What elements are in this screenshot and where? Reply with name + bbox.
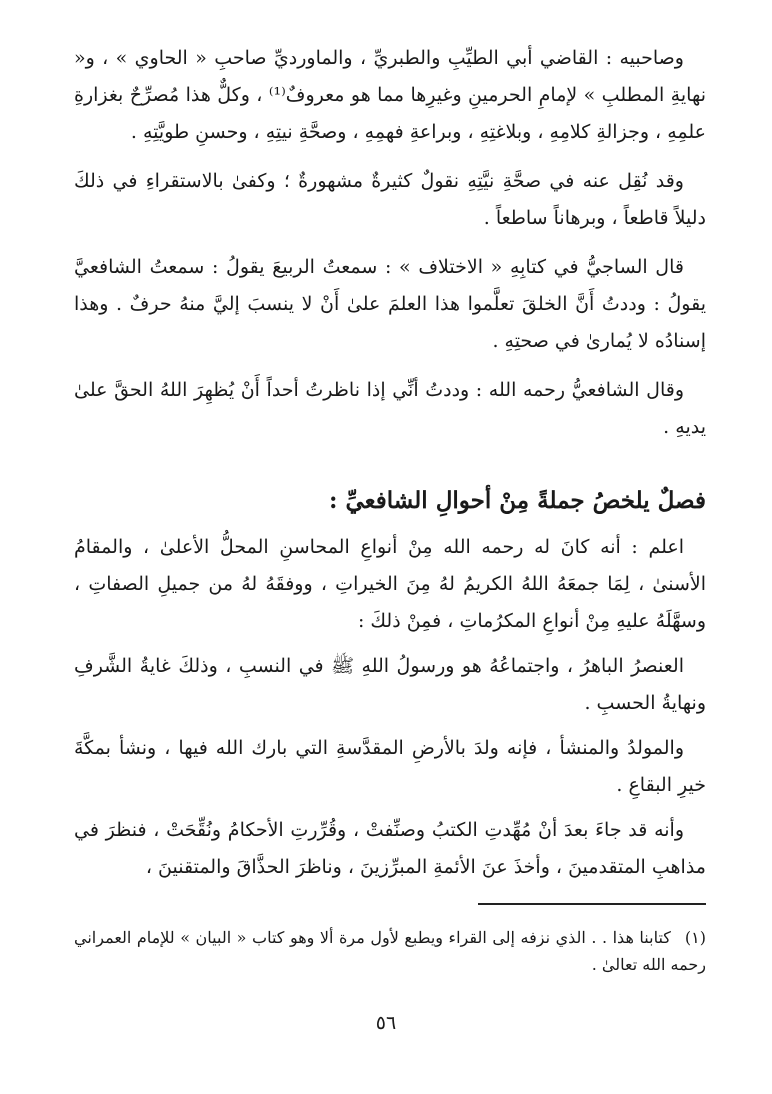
footnote-text: كتابنا هذا . . الذي نزفه إلى القراء ويطبع لأول مرة ألا وهو كتاب « البيان » للإمام العمراني رحمه الله تعالىٰ .	[74, 928, 706, 974]
paragraph-2: وقد نُقِل عنه في صحَّةِ نيَّتِهِ نقولٌ كثيرةٌ مشهورةٌ ؛ وكفىٰ بالاستقراءِ في ذلكَ دليلاً قاطعاً ، وبرهاناً ساطعاً .	[74, 170, 706, 229]
footnote	[74, 924, 706, 978]
section-paragraph-2: العنصرُ الباهرُ ، واجتماعُهُ هو ورسولُ اللهِ ﷺ في النسبِ ، وذلكَ غايةُ الشَّرفِ ونهايةُ الحسبِ .	[74, 655, 706, 714]
paragraph-4: وقال الشافعيُّ رحمه الله : وددتُ أنِّي إذا ناظرتُ أحداً أَنْ يُظهِرَ اللهُ الحقَّ علىٰ يديهِ .	[74, 379, 706, 438]
paragraph-1: وصاحبيه : القاضي أبي الطيِّبِ والطبريِّ ، والماورديِّ صاحبِ « الحاوي » ، و« نهايةِ المطلبِ » لإمامِ الحرمينِ وغيرِها مما هو معروفٌ⁽¹⁾ ، وكلٌّ هذا مُصرِّحٌ بغزارةِ علمِهِ ، وجزالةِ كلامِهِ ، وبلاغتِهِ ، وبراعةِ فهمِهِ ، وصحَّةِ نيتِهِ ، وحسنِ طويَّتِهِ .	[74, 47, 706, 143]
page-number: ٥٦	[375, 1012, 397, 1034]
footnote-divider	[478, 903, 706, 905]
section-paragraph-1: اعلم : أنه كانَ له رحمه الله مِنْ أنواعِ المحاسنِ المحلُّ الأعلىٰ ، والمقامُ الأسنىٰ ، لِمَا جمعَهُ اللهُ الكريمُ لهُ مِنَ الخيراتِ ، ووفقَهُ لهُ من جميلِ الصفاتِ ، وسهَّلَهُ عليهِ مِنْ أنواعِ المكرُماتِ ، فمِنْ ذلكَ :	[74, 536, 706, 632]
section-heading: فصلٌ يلخصُ جملةً مِنْ أحوالِ الشافعيِّ :	[329, 487, 706, 514]
section-paragraph-3: والمولدُ والمنشأ ، فإنه ولدَ بالأرضِ المقدَّسةِ التي بارك الله فيها ، ونشأ بمكَّةَ خيرِ البقاعِ .	[74, 737, 706, 796]
paragraph-3: قال الساجيُّ في كتابِهِ « الاختلاف » : سمعتُ الربيعَ يقولُ : سمعتُ الشافعيَّ يقولُ : وددتُ أَنَّ الخلقَ تعلَّموا هذا العلمَ علىٰ أَنْ لا ينسبَ إليَّ منهُ حرفٌ . وهذا إسنادُه لا يُمارىٰ في صحتِهِ .	[74, 256, 706, 352]
footnote-number: (١)	[684, 928, 707, 947]
section-paragraph-4: وأنه قد جاءَ بعدَ أنْ مُهِّدتِ الكتبُ وصنِّفتْ ، وقُرِّرتِ الأحكامُ ونُقِّحَتْ ، فنظرَ في مذاهبِ المتقدمينَ ، وأخذَ عنَ الأئمةِ المبرِّزينَ ، وناظرَ الحذَّاقَ والمتقنينَ ،	[74, 819, 706, 878]
main-text	[74, 40, 706, 894]
